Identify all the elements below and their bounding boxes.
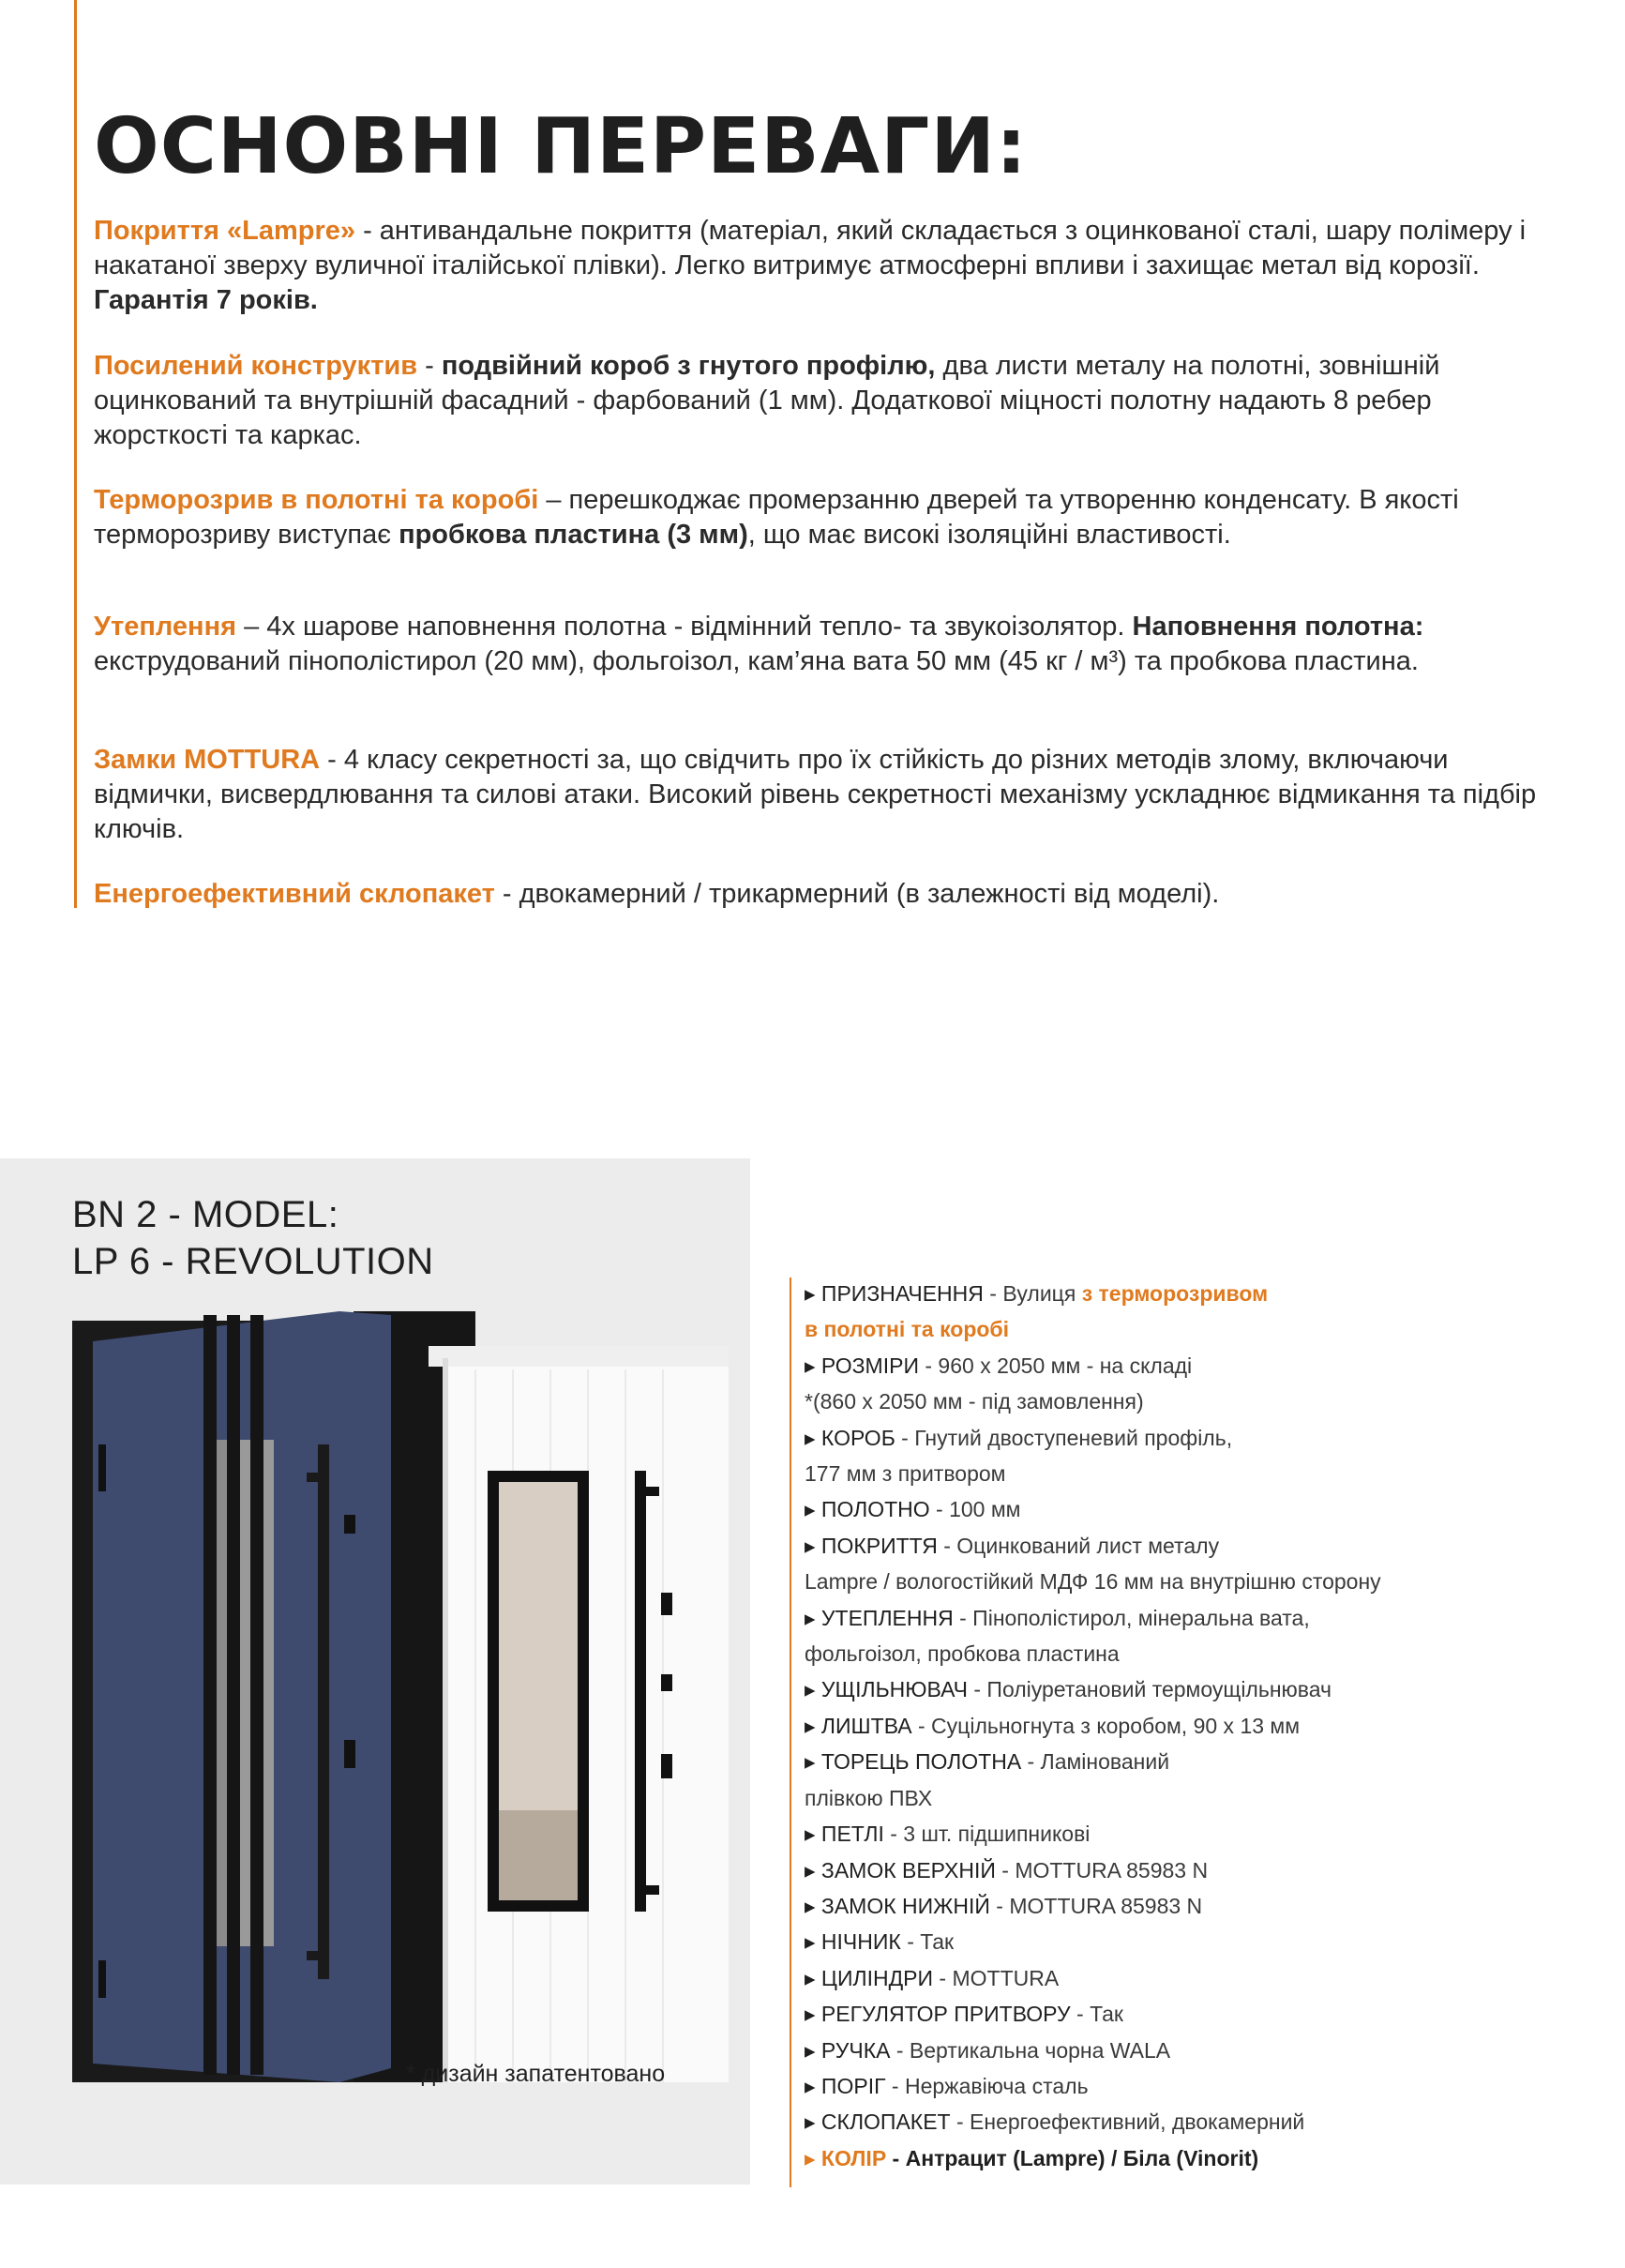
advantage-coating: Покриття «Lampre» - антивандальне покриття (матеріал, який складається з оцинкованої сталі, шару полімеру і накатаної зверху вуличної італійської плівки). Легко витримує атмосферні впливи і захищає метал від корозії. Гарантія 7 років. [94,216,1527,315]
spec-color: ▸ КОЛІР - Антрацит (Lampre) / Біла (Vinorit) [805,2145,1259,2170]
accent-line [74,0,77,908]
model-title: BN 2 - MODEL: LP 6 - REVOLUTION [72,1194,434,1282]
advantage-glass: Енергоефективний склопакет - двокамерний / трикармерний (в залежності від моделі). [94,879,1220,909]
panel-corner [656,1158,750,1252]
advantage-thermal-break: Терморозрив в полотні та коробі – перешкоджає промерзанню дверей та утворенню конденсату. В якості терморозриву виступає пробкова пластина (3 мм), що має високі ізоляційні властивості. [94,485,1459,550]
patent-note: * дизайн запатентовано [406,2061,666,2087]
spec-leaf-edge-cont: плівкою ПВХ [805,1785,933,1810]
spec-leaf: ▸ ПОЛОТНО - 100 мм [805,1497,1021,1522]
spec-purpose: ▸ ПРИЗНАЧЕННЯ - Вулиця з терморозривом [805,1281,1269,1306]
spec-coating: ▸ ПОКРИТТЯ - Оцинкований лист металу [805,1533,1220,1558]
door-image [72,1304,729,2082]
advantage-insulation: Утеплення – 4х шарове наповнення полотна - відмінний тепло- та звукоізолятор. Наповнення полотна: екструдований пінополістирол (20 мм), фольгоізол, кам’яна вата 50 мм (45 кг / м³) та пробкова пластина. [94,612,1424,676]
page-title: ОСНОВНІ ПЕРЕВАГИ: [94,102,1028,191]
spec-frame: ▸ КОРОБ - Гнутий двоступеневий профіль, [805,1425,1233,1450]
spec-handle: ▸ РУЧКА - Вертикальна чорна WALA [805,2037,1171,2063]
spec-cylinders: ▸ ЦИЛІНДРИ - MOTTURA [805,1965,1060,1990]
spec-leaf-edge: ▸ ТОРЕЦЬ ПОЛОТНА - Ламінований [805,1749,1170,1775]
specs-list [805,1276,1611,2176]
spec-hinges: ▸ ПЕТЛІ - 3 шт. підшипникові [805,1822,1091,1847]
spec-coating-cont: Lampre / вологостійкий МДФ 16 мм на внутрішню сторону [805,1569,1381,1595]
spec-closure-regulator: ▸ РЕГУЛЯТОР ПРИТВОРУ - Так [805,2002,1123,2027]
advantage-construction: Посилений конструктив - подвійний короб з гнутого профілю, два листи металу на полотні, зовнішній оцинкований та внутрішній фасадний - фарбований (1 мм). Додаткової міцності полотну надають 8 ребер жорсткості та каркас. [94,351,1440,450]
spec-upper-lock: ▸ ЗАМОК ВЕРХНІЙ - MOTTURA 85983 N [805,1857,1209,1882]
spec-dimensions: ▸ РОЗМІРИ - 960 x 2050 мм - на складі [805,1353,1193,1378]
spec-night-latch: ▸ НІЧНИК - Так [805,1929,955,1955]
spec-glazing: ▸ СКЛОПАКЕТ - Енергоефективний, двокамерний [805,2109,1305,2135]
spec-insulation: ▸ УТЕПЛЕННЯ - Пінополістирол, мінеральна вата, [805,1605,1310,1630]
spec-frame-cont: 177 мм з притвором [805,1461,1006,1487]
spec-purpose-cont: в полотні та коробі [805,1317,1010,1342]
spec-lower-lock: ▸ ЗАМОК НИЖНІЙ - MOTTURA 85983 N [805,1893,1203,1918]
spec-trim: ▸ ЛИШТВА - Суцільногнута з коробом, 90 x 13 мм [805,1713,1301,1738]
spec-dimensions-cont: *(860 x 2050 мм - під замовлення) [805,1389,1144,1414]
advantage-locks: Замки MOTTURA - 4 класу секретності за, що свідчить про їх стійкість до різних методів злому, включаючи відмички, висвердлювання та силові атаки. Високий рівень секретності механізму ускладнює відмикання та підбір ключів. [94,745,1537,844]
specs-accent-line [790,1278,791,2187]
spec-seal: ▸ УЩІЛЬНЮВАЧ - Поліуретановий термоущільнювач [805,1677,1332,1702]
spec-insulation-cont: фольгоізол, пробкова пластина [805,1641,1120,1667]
spec-threshold: ▸ ПОРІГ - Нержавіюча сталь [805,2073,1089,2098]
